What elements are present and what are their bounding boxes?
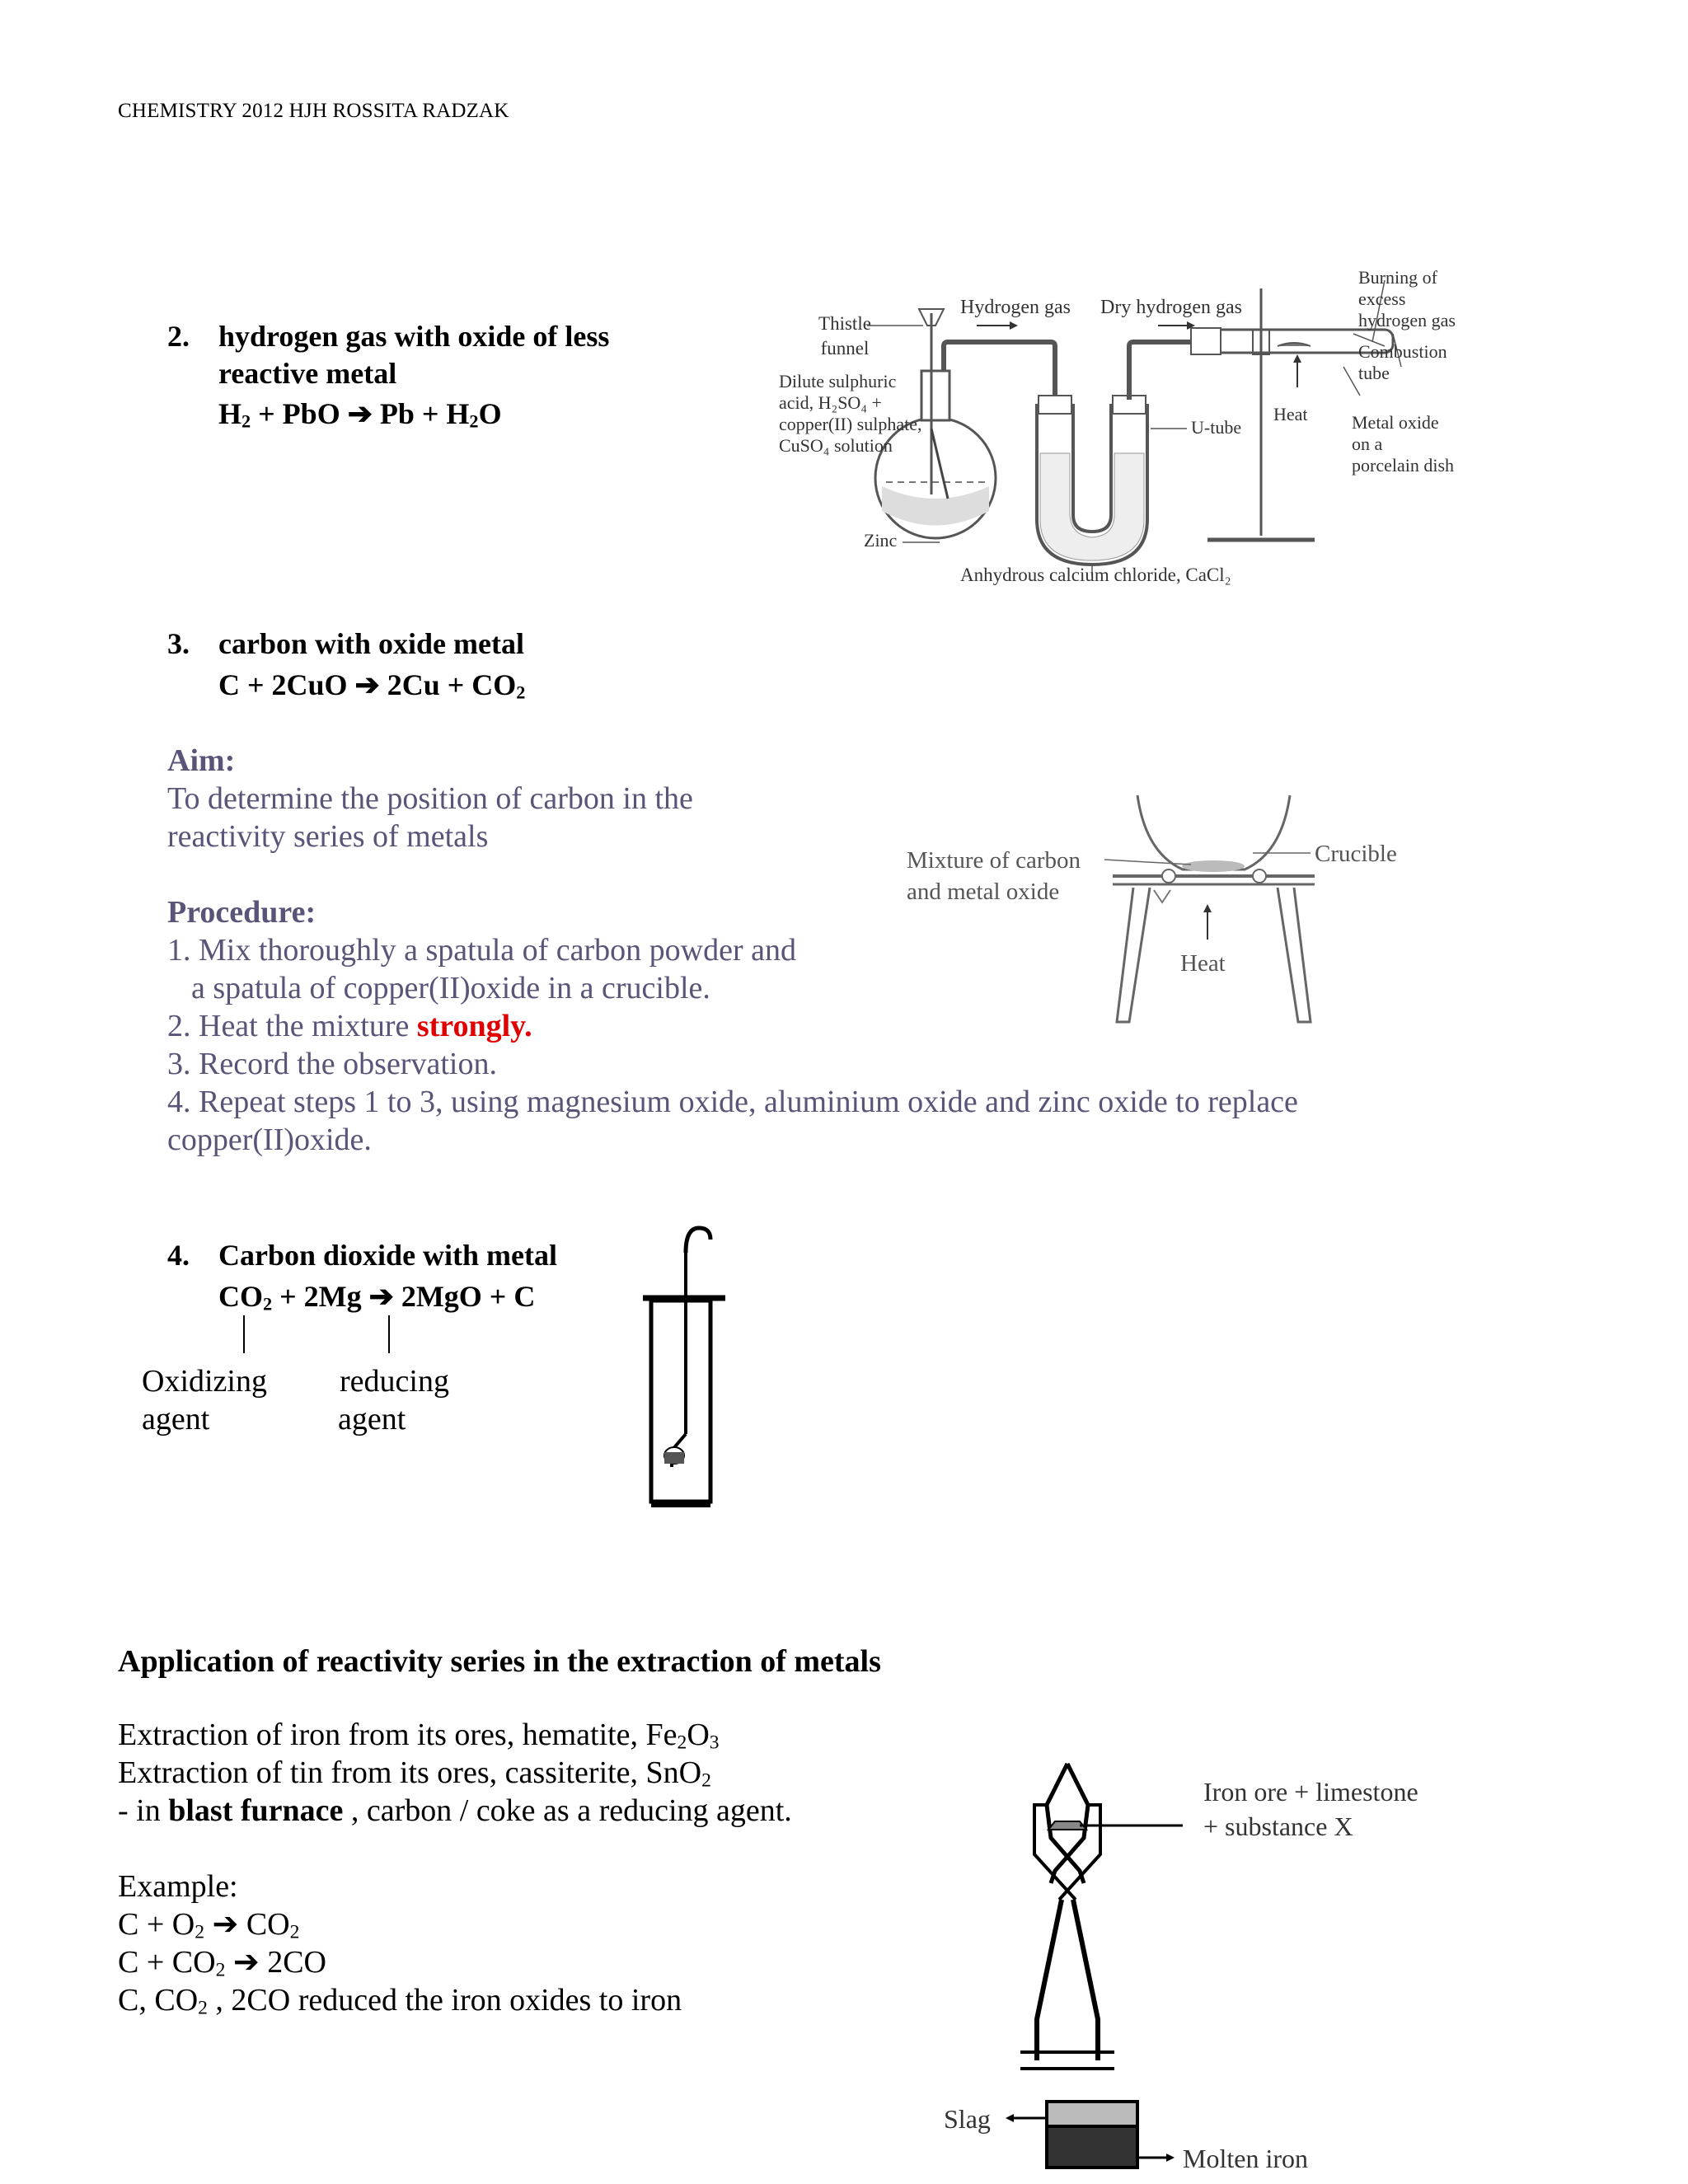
section-2-number: 2. [167, 320, 190, 353]
svg-text:+ substance X: + substance X [1203, 1811, 1353, 1841]
svg-text:on a: on a [1352, 434, 1383, 454]
section-3-number: 3. [167, 627, 190, 660]
burning-label: Burning of [1358, 267, 1437, 288]
section-2-title-line1: hydrogen gas with oxide of less [218, 320, 610, 353]
strongly-emphasis: strongly. [416, 1009, 532, 1043]
dry-hydrogen-label: Dry hydrogen gas [1100, 297, 1242, 318]
procedure-step1b: a spatula of copper(II)oxide in a crucible. [191, 971, 710, 1005]
procedure-step2: 2. Heat the mixture strongly. [167, 1009, 532, 1043]
section-3-equation: C + 2CuO ➔ $2Cu + CO_2$ [218, 668, 526, 703]
combustion-label: Combustion [1358, 341, 1447, 362]
oxidizing-label-2: agent [142, 1402, 210, 1436]
anhydrous-label: Anhydrous calcium chloride, CaCl₂ [960, 565, 1231, 585]
tin-extraction: Extraction of tin from its ores, cassiterite, SnO$_2$ [118, 1755, 711, 1792]
zinc-label: Zinc [864, 530, 898, 551]
svg-text:CuSO₄ solution: CuSO₄ solution [779, 435, 893, 456]
svg-text:excess: excess [1358, 288, 1406, 309]
section-4-number: 4. [167, 1239, 190, 1272]
example-eq2: $C + CO_2$ ➔ 2CO [118, 1945, 326, 1981]
example-eq3: C, $CO_2$ , 2CO reduced the iron oxides to iron [118, 1983, 682, 2019]
aim-heading: Aim: [167, 743, 236, 778]
section-4-equation: $CO_2 + 2Mg$ ➔ 2MgO + C [218, 1280, 536, 1315]
aim-line2: reactivity series of metals [167, 819, 489, 854]
crucible-label: Crucible [1315, 841, 1397, 867]
hydrogen-gas-label: Hydrogen gas [960, 297, 1071, 318]
section-3-title: carbon with oxide metal [218, 627, 524, 660]
u-tube-label: U-tube [1191, 417, 1242, 438]
svg-text:copper(II) sulphate,: copper(II) sulphate, [779, 414, 922, 434]
heat-label: Heat [1273, 404, 1308, 424]
hydrogen-apparatus-diagram [767, 264, 1492, 602]
reducing-label-2: agent [338, 1402, 406, 1436]
procedure-step1a: 1. Mix thoroughly a spatula of carbon powder and [167, 933, 796, 968]
svg-text:funnel: funnel [820, 338, 870, 359]
section-2-title-line2: reactive metal [218, 357, 397, 390]
blast-furnace-diagram [931, 1747, 1426, 2184]
aim-line1: To determine the position of carbon in the [167, 781, 693, 816]
svg-text:hydrogen gas: hydrogen gas [1358, 310, 1456, 330]
section-2-equation: $H_2$ + PbO ➔ $Pb + H_2O$ [218, 397, 502, 432]
application-heading: Application of reactivity series in the extraction of metals [118, 1644, 881, 1679]
dilute-acid-label: Dilute sulphuric [779, 371, 897, 391]
section-4-title: Carbon dioxide with metal [218, 1239, 558, 1272]
oxidizing-label: Oxidizing [142, 1364, 267, 1399]
blast-furnace-line: - in blast furnace , carbon / coke as a reducing agent. [118, 1793, 792, 1828]
reducing-label: reducing [340, 1364, 449, 1399]
example-label: Example: [118, 1869, 238, 1904]
crucible [1137, 795, 1290, 869]
ore-label: Iron ore + limestone [1203, 1777, 1418, 1807]
agent-pointers [231, 1314, 412, 1355]
heat-label-2: Heat [1180, 950, 1226, 977]
svg-text:and metal oxide: and metal oxide [907, 879, 1060, 905]
thistle-label: Thistle [818, 313, 871, 334]
svg-text:tube: tube [1358, 363, 1390, 383]
page-header: CHEMISTRY 2012 HJH ROSSITA RADZAK [118, 100, 509, 122]
crucible-diagram [898, 787, 1426, 1034]
svg-text:porcelain dish: porcelain dish [1352, 455, 1455, 476]
procedure-step3: 3. Record the observation. [167, 1047, 497, 1081]
example-eq1: $C + O_2$ ➔ $CO_2$ [118, 1907, 300, 1943]
svg-text:acid, H₂SO₄ +: acid, H₂SO₄ + [779, 392, 882, 413]
mixture-label: Mixture of carbon [907, 847, 1081, 874]
procedure-step4a: 4. Repeat steps 1 to 3, using magnesium oxide, aluminium oxide and zinc oxide to replace [167, 1085, 1298, 1119]
procedure-step4b: copper(II)oxide. [167, 1122, 372, 1157]
procedure-heading: Procedure: [167, 895, 316, 930]
molten-iron-label: Molten iron [1183, 2144, 1308, 2173]
metal-oxide-label: Metal oxide [1352, 412, 1439, 433]
iron-extraction: Extraction of iron from its ores, hematite, $Fe_2O_3$ [118, 1718, 720, 1754]
gas-jar-diagram [635, 1220, 725, 1516]
slag-label: Slag [944, 2104, 991, 2134]
